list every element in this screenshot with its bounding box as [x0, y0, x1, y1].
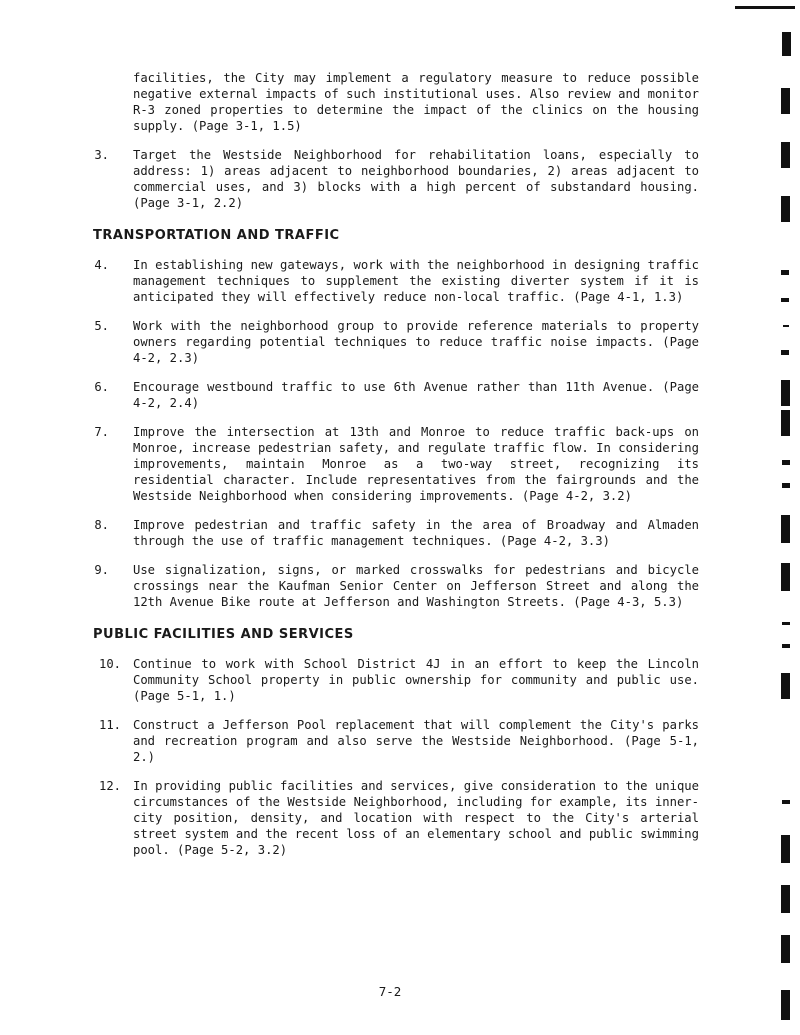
scan-mark [781, 88, 790, 114]
item-number: 11. [98, 718, 121, 732]
scan-mark [782, 622, 790, 625]
list-item-7 [93, 424, 699, 504]
section-heading-transportation: TRANSPORTATION AND TRAFFIC [93, 228, 340, 243]
item-text: Construct a Jefferson Pool replacement that will complement the City's parks and recreation program and also serve the Westside Neighborhood. (Page 5-1, 2.) [133, 718, 699, 764]
list-item-10 [93, 656, 699, 704]
list-item-8 [93, 517, 699, 549]
scan-mark [782, 800, 790, 804]
item-number: 5. [94, 319, 109, 333]
scan-mark [783, 325, 789, 327]
scan-mark [781, 673, 790, 699]
item-number: 10. [98, 657, 121, 671]
page-number: 7-2 [378, 984, 402, 999]
scan-mark [781, 270, 789, 275]
item-number: 3. [94, 148, 109, 162]
item-text: In providing public facilities and services, give consideration to the unique circumstances of the Westside Neighborhood, including for example, its inner-city position, density, and location with respect to the City's arterial street system and the recent loss of an elementary school and public swimming pool. (Page 5-2, 3.2) [133, 779, 699, 857]
item-text: Work with the neighborhood group to provide reference materials to property owners regarding potential techniques to reduce traffic noise impacts. (Page 4-2, 2.3) [133, 319, 699, 365]
scan-mark [781, 380, 790, 406]
scan-mark [781, 196, 790, 222]
list-item-3 [93, 147, 699, 211]
item-text: Target the Westside Neighborhood for rehabilitation loans, especially to address: 1) areas adjacent to neighborhood boundaries, 2) areas adjacent to commercial uses, and 3) blocks with a high percent of substandard housing. (Page 3-1, 2.2) [133, 148, 699, 210]
item-text: Continue to work with School District 4J in an effort to keep the Lincoln Community School property in public ownership for community and public use. (Page 5-1, 1.) [133, 657, 699, 703]
page-content [93, 70, 699, 858]
scan-mark [781, 835, 790, 863]
list-item-6 [93, 379, 699, 411]
item-number: 6. [94, 380, 109, 394]
item-text: Encourage westbound traffic to use 6th Avenue rather than 11th Avenue. (Page 4-2, 2.4) [133, 380, 699, 410]
item-number: 9. [94, 563, 109, 577]
scan-mark [782, 483, 790, 488]
scan-edge-line [735, 6, 795, 9]
scan-mark [782, 460, 790, 465]
list-item-11 [93, 717, 699, 765]
scan-mark [781, 885, 790, 913]
section-heading-public-facilities: PUBLIC FACILITIES AND SERVICES [93, 627, 354, 642]
list-item-4 [93, 257, 699, 305]
item-number: 4. [94, 258, 109, 272]
item-number: 12. [98, 779, 121, 793]
scan-mark [781, 515, 790, 543]
scan-mark [781, 142, 790, 168]
item-text: Improve the intersection at 13th and Monroe to reduce traffic back-ups on Monroe, increase pedestrian safety, and regulate traffic flow. In considering improvements, maintain Monroe as a two-way street, recognizing its residential character. Include representatives from the fairgrounds and the Westside Neighborhood when considering improvements. (Page 4-2, 3.2) [133, 425, 699, 503]
list-item-12 [93, 778, 699, 858]
item-text: In establishing new gateways, work with the neighborhood in designing traffic management techniques to supplement the existing diverter system if it is anticipated they will effectively reduce non-local traffic. (Page 4-1, 1.3) [133, 258, 699, 304]
scan-mark [782, 644, 790, 648]
scan-mark [781, 990, 790, 1020]
item-text: Use signalization, signs, or marked crosswalks for pedestrians and bicycle crossings near the Kaufman Senior Center on Jefferson Street and along the 12th Avenue Bike route at Jefferson and Washington Streets. (Page 4-3, 5.3) [133, 563, 699, 609]
scan-mark [782, 32, 791, 56]
scan-mark [781, 410, 790, 436]
item-number: 7. [94, 425, 109, 439]
list-item-9 [93, 562, 699, 610]
scan-mark [781, 298, 789, 302]
scan-mark [781, 935, 790, 963]
scan-mark [781, 563, 790, 591]
list-item-5 [93, 318, 699, 366]
scan-mark [781, 350, 789, 355]
item-text: Improve pedestrian and traffic safety in the area of Broadway and Almaden through the use of traffic management techniques. (Page 4-2, 3.3) [133, 518, 699, 548]
item-number: 8. [94, 518, 109, 532]
intro-paragraph: facilities, the City may implement a regulatory measure to reduce possible negative external impacts of such institutional uses. Also review and monitor R-3 zoned properties to determine the impact of the clinics on the housing supply. (Page 3-1, 1.5) [133, 71, 699, 133]
